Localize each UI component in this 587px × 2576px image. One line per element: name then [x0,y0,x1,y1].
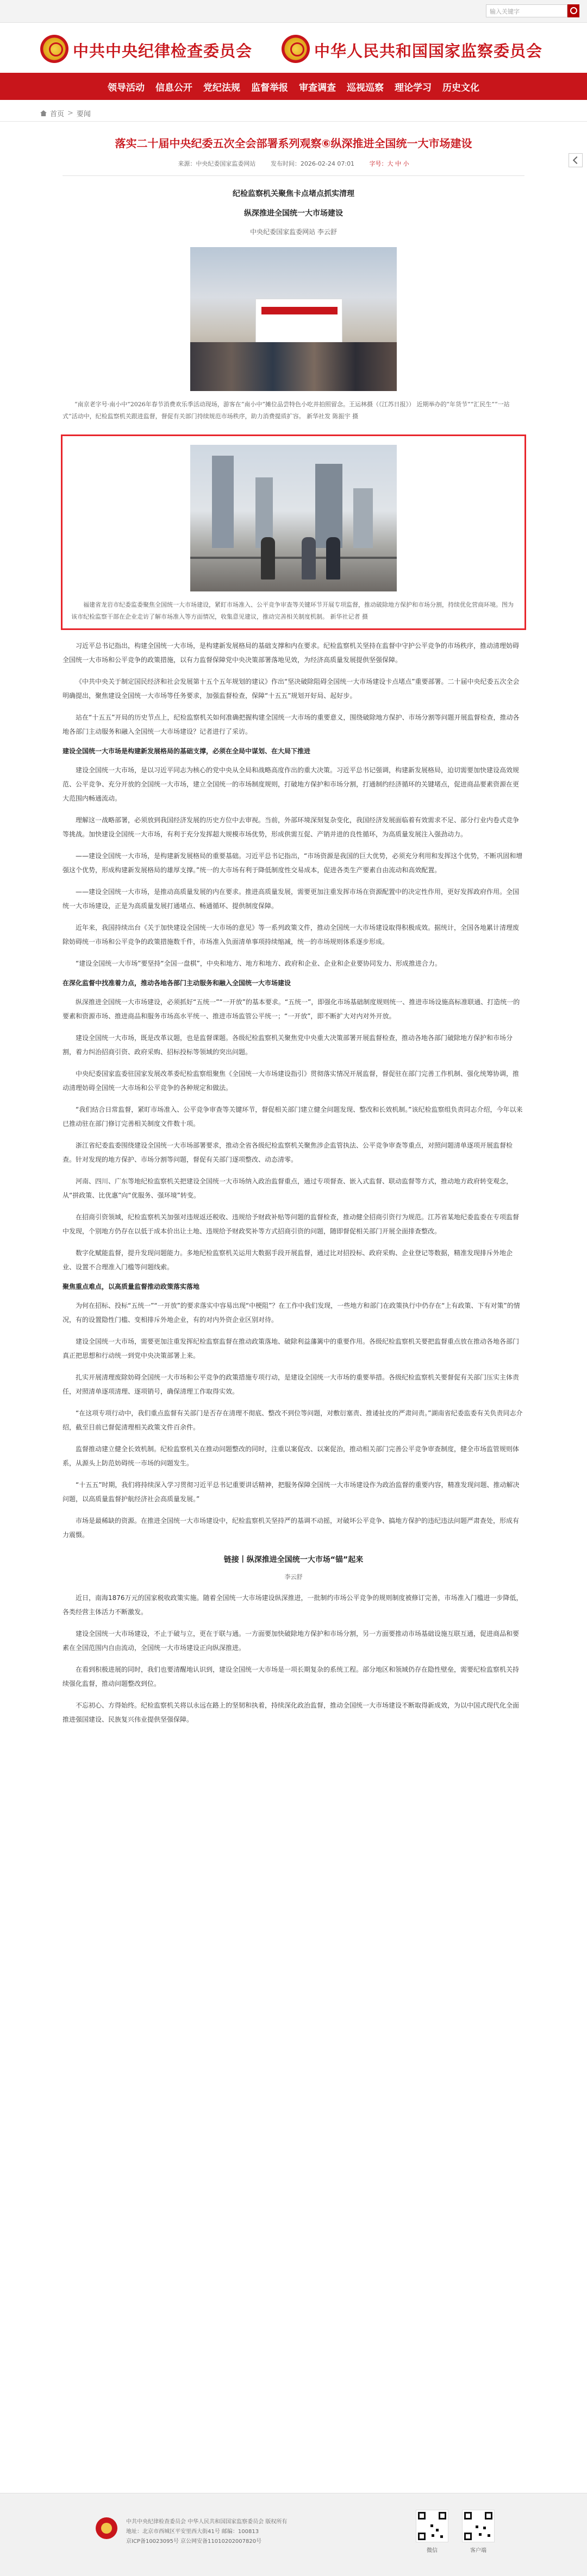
footer-text [126,2517,287,2547]
font-size-control[interactable]: 字号：大 中 小 [369,160,409,167]
photo-railing [190,557,397,559]
top-bar [0,0,587,23]
paragraph: 监督推动建立健全长效机制。纪检监察机关在推动问题整改的同时，注重以案促改、以案促治，推动相关部门完善公平竞争审查制度，健全市场监管规则体系，从源头上防范妨碍统一市场的问题发生。 [63,1445,520,1467]
article-photo-inspection[interactable] [190,445,397,591]
breadcrumb [0,100,587,122]
photo-person [326,537,340,580]
qr-finder [418,2533,426,2540]
party-badge-icon [96,2517,117,2539]
paragraph: 近年来，我国持续出台《关于加快建设全国统一大市场的意见》等一系列政策文件，推动全国统一大市场建设取得积极成效。据统计，全国各地累计清理废除妨碍统一市场和公平竞争的政策措施数千件，市场准入负面清单事项持续缩减，统一的市场规则体系逐步形成。 [63,924,520,946]
article-byline: 中央纪委国家监委网站 李云舒 [250,228,337,236]
nav-item-disclosure[interactable]: 信息公开 [155,82,192,93]
paragraph: ——建设全国统一大市场，是推动高质量发展的内在要求。推进高质量发展，需要更加注重发挥市场在资源配置中的决定性作用，更好发挥政府作用。全国统一大市场建设，正是为高质量发展打通堵点、畅通循环、提供制度保障。 [63,888,520,910]
qr-finder [439,2512,446,2520]
paragraph: 不忘初心、方得始终。纪检监察机关将以永远在路上的坚韧和执着，持续深化政治监督，推动全国统一大市场建设不断取得新成效，为以中国式现代化全面推进强国建设、民族复兴伟业提供坚强保障。 [63,1702,520,1723]
paragraph: 近日，南海1876万元的国家税收政策实施。随着全国统一大市场建设纵深推进，一批制约市场公平竞争的规则制度被修订完善，市场准入门槛进一步降低，各类经营主体活力不断激发。 [63,1594,523,1616]
paragraph: 数字化赋能监督，提升发现问题能力。多地纪检监察机关运用大数据手段开展监督，通过比对招投标、政府采购、企业登记等数据，精准发现排斥外地企业、设置不合理准入门槛等问题线索。 [63,1249,513,1271]
nav-item-history[interactable]: 历史文化 [442,82,479,93]
site-header [0,23,587,73]
paragraph: 浙江省纪委监委围绕建设全国统一大市场部署要求，推动全省各级纪检监察机关聚焦涉企监管执法、公平竞争审查等重点，对照问题清单逐项开展监督检查。针对发现的地方保护、市场分割等问题，督促有关部门逐项整改、动态清零。 [63,1142,513,1163]
main-nav [0,73,587,100]
article-subtitle: 纵深推进全国统一大市场建设 [244,209,343,218]
article-meta [63,159,524,168]
article-date: 发布时间：2026-02-24 07:01 [270,160,355,167]
qr-module [479,2533,482,2536]
site-title-ccdi[interactable]: 中共中央纪律检查委员会 [73,42,253,60]
footer-copyright: 中共中央纪律检查委员会 中华人民共和国国家监察委员会 版权所有 [126,2519,288,2525]
related-heading: 链接丨纵深推进全国统一大市场“锚”起来 [223,1555,364,1564]
party-emblem-icon [40,35,68,63]
qr-finder [418,2512,426,2520]
paragraph: 市场是最稀缺的资源。在推进全国统一大市场建设中，纪检监察机关坚持严的基调不动摇，对破坏公平竞争、搞地方保护的违纪违法问题严肃查处，形成有力震慑。 [63,1517,520,1539]
paragraph: 扎实开展清理废除妨碍全国统一大市场和公平竞争的政策措施专项行动，是建设全国统一大市场的重要举措。各级纪检监察机关要督促有关部门压实主体责任，对照清单逐项清理、逐项销号，确保清理工作取得实效。 [63,1374,520,1395]
article-source: 来源：中央纪委国家监委网站 [178,160,256,167]
paragraph: “我们结合日常监督，紧盯市场准入、公平竞争审查等关键环节，督促相关部门建立健全问题发现、整改和长效机制。”该纪检监察组负责同志介绍，今年以来已推动驻在部门修订完善相关制度文件数十项。 [63,1106,523,1128]
footer-icp[interactable]: 京ICP备10023095号 京公网安备11010202007820号 [126,2539,262,2544]
nav-item-report[interactable]: 监督举报 [251,82,288,93]
site-title-nsc[interactable]: 中华人民共和国国家监察委员会 [314,42,543,60]
national-emblem-icon [282,35,310,63]
article-kicker: 纪检监察机关聚焦卡点堵点抓实清理 [233,190,354,198]
chevron-left-icon [572,156,580,164]
divider [63,175,524,176]
paragraph: “在这项专项行动中，我们重点监督有关部门是否存在清理不彻底、整改不到位等问题，对敷衍塞责、推诿扯皮的严肃问责。”湖南省纪委监委有关负责同志介绍，截至目前已督促清理相关政策文件百余件。 [63,1409,523,1431]
home-icon[interactable] [40,110,47,116]
qr-finder [464,2533,472,2540]
nav-item-regulations[interactable]: 党纪法规 [203,82,240,93]
section-heading: 建设全国统一大市场是构建新发展格局的基础支撑，必须在全局中谋划、在大局下推进 [63,747,311,755]
paragraph: “十五五”时期，我们将持续深入学习贯彻习近平总书记重要讲话精神，把服务保障全国统一大市场建设作为政治监督的重要内容，精准发现问题、推动解决问题，以高质量监督护航经济社会高质量发展。” [63,1481,520,1503]
app-qr-code [462,2510,495,2542]
nav-item-study[interactable]: 理论学习 [395,82,432,93]
article-body [63,639,524,1727]
article [63,122,524,1727]
paragraph: 建设全国统一大市场，既是改革议题，也是监督课题。各级纪检监察机关聚焦党中央重大决策部署开展监督检查，推动各地各部门破除地方保护和市场分割，着力纠治招商引资、政府采购、招标投标等领域的突出问题。 [63,1034,513,1056]
paragraph: ——建设全国统一大市场，是构建新发展格局的重要基础。习近平总书记指出，“市场资源是我国的巨大优势，必须充分利用和发挥这个优势，不断巩固和增强这个优势，形成构建新发展格局的雄厚支撑。”统一的大市场有利于降低制度性交易成本，促进各类生产要素自由流动和高效配置。 [63,852,523,874]
wechat-qr-code [416,2510,448,2542]
search-icon[interactable] [567,4,579,17]
qr-label-app: 客户端 [470,2548,486,2554]
breadcrumb-home[interactable]: 首页 [50,110,65,118]
qr-finder [464,2512,472,2520]
qr-module [430,2524,433,2527]
photo-stall [255,299,342,345]
paragraph: 在看到积极进展的同时，我们也要清醒地认识到，建设全国统一大市场是一项长期复杂的系统工程。部分地区和领域仍存在隐性壁垒，需要纪检监察机关持续强化监督，推动问题整改到位。 [63,1666,520,1687]
qr-module [436,2529,439,2531]
photo-crowd [190,342,397,391]
photo-person [302,537,316,580]
paragraph: 《中共中央关于制定国民经济和社会发展第十五个五年规划的建议》作出“坚决破除阻碍全国统一大市场建设卡点堵点”重要部署。二十届中央纪委五次全会明确提出，聚焦建设全国统一大市场等任务要求，加强监督检查，保障“十五五”规划开好局、起好步。 [63,678,520,700]
paragraph: 站在“十五五”开局的历史节点上，纪检监察机关如何准确把握构建全国统一大市场的重要意义，围绕破除地方保护、市场分割等问题开展监督检查，推动各地各部门主动服务和融入全国统一大市场建设？记者进行了采访。 [63,714,520,735]
paragraph: 在招商引资领域，纪检监察机关加强对违规返还税收、违规给予财政补贴等问题的监督检查，推动健全招商引资行为规范。江苏省某地纪委监委在专项监督中发现，个别地方仍存在以低于成本价出让土地、违规给予财政奖补等方式招商引资的问题，随即督促相关部门开展全面排查整改。 [63,1213,520,1235]
nav-item-inspection[interactable]: 巡视巡察 [347,82,384,93]
photo-person [261,537,275,580]
photo-building [212,456,234,548]
qr-module [432,2534,434,2537]
footer-address: 地址：北京市西城区平安里西大街41号 邮编：100813 [126,2529,259,2535]
photo-building [315,464,342,548]
qr-module [440,2535,443,2538]
article-title: 落实二十届中央纪委五次全会部署系列观察⑥纵深推进全国统一大市场建设 [115,137,472,150]
back-to-top-button[interactable] [569,153,583,167]
qr-label-wechat: 微信 [427,2548,438,2554]
section-heading: 在深化监督中找准着力点，推动各地各部门主动服务和融入全国统一大市场建设 [63,979,291,987]
paragraph: 理解这一战略部署，必须放到我国经济发展的历史方位中去审视。当前，外部环境深刻复杂变化，我国经济发展面临着有效需求不足、部分行业内卷式竞争等挑战。加快建设全国统一大市场，有利于充分发挥超大规模市场优势，形成供需互促、产销并进的良性循环，为高质量发展注入强劲动力。 [63,816,520,838]
site-footer [0,2493,587,2576]
paragraph: “建设全国统一大市场”要坚持“全国一盘棋”，中央和地方、地方和地方、政府和企业、企业和企业要协同发力、形成推进合力。 [76,960,441,967]
paragraph: 习近平总书记指出，构建全国统一大市场，是构建新发展格局的基础支撑和内在要求。纪检监察机关坚持在监督中守护公平竞争的市场秩序，推动清理妨碍全国统一大市场和公平竞争的政策措施，以有力监督保障党中央决策部署落地见效，为经济高质量发展提供坚强保障。 [63,642,520,664]
nav-item-leadership[interactable]: 领导活动 [108,82,145,93]
paragraph: 河南、四川、广东等地纪检监察机关把建设全国统一大市场纳入政治监督重点，通过专项督查、嵌入式监督、联动监督等方式，推动地方政府转变观念，从“拼政策、比优惠”向“优服务、强环境”转变。 [63,1177,513,1199]
breadcrumb-current[interactable]: 要闻 [76,110,91,118]
related-byline: 李云舒 [284,1573,303,1580]
qr-module [483,2527,486,2529]
photo-caption: “南京老字号·南小中”2026年春节消费欢乐季活动现场，游客在“南小中”摊位品尝特色小吃并拍照留念。王运林摄（《江苏日报》） 近期举办的“年货节”“汇民生”“一站式”活动中，纪检监察机关跟进监督，督促有关部门持续规范市场秩序，助力消费提质扩容。 新华社发 陈振宇 摄 [63,401,510,420]
paragraph: 建设全国统一大市场，需要更加注重发挥纪检监察监督在推动政策落地、破除利益藩篱中的重要作用。各级纪检监察机关要把监督重点放在推动各地各部门真正把思想和行动统一到党中央决策部署上来。 [63,1338,520,1359]
nav-item-investigation[interactable]: 审查调查 [299,82,336,93]
qr-module [488,2534,490,2537]
paragraph: 为何在招标、投标“五统一”“一开放”的要求落实中容易出现“中梗阻”？在工作中我们发现，一些地方和部门在政策执行中仍存在“上有政策、下有对策”的情况，有的设置隐性门槛、变相排斥外地企业，有的对内外资企业区别对待。 [63,1302,520,1324]
article-photo-market[interactable] [190,247,397,391]
search-input[interactable]: 输入关键字 [486,4,567,17]
breadcrumb-separator: > [67,109,73,117]
paragraph: 纵深推进全国统一大市场建设，必须抓好“五统一”“一开放”的基本要求。“五统一”，即强化市场基础制度规则统一、推进市场设施高标准联通、打造统一的要素和资源市场、推进商品和服务市场高水平统一、推进市场监管公平统一；“一开放”，即不断扩大对内对外开放。 [63,998,520,1020]
paragraph: 中央纪委国家监委驻国家发展改革委纪检监察组聚焦《全国统一大市场建设指引》贯彻落实情况开展监督，督促驻在部门完善工作机制、强化统筹协调，推动清理妨碍全国统一大市场和公平竞争的各种规定和做法。 [63,1070,520,1092]
paragraph: 建设全国统一大市场，是以习近平同志为核心的党中央从全局和战略高度作出的重大决策。习近平总书记强调，构建新发展格局，迫切需要加快建设高效规范、公平竞争、充分开放的全国统一大市场，建立全国统一的市场制度规则，打破地方保护和市场分割，打通制约经济循环的关键堵点，促进商品要素资源在更大范围内畅通流动。 [63,766,520,802]
qr-module [476,2525,478,2528]
paragraph: 建设全国统一大市场建设，不止于破与立，更在于联与通。一方面要加快破除地方保护和市场分割，另一方面要推动市场基础设施互联互通，促进商品和要素在全国范围内自由流动，全国统一大市场建设正向纵深推进。 [63,1630,520,1652]
photo-building [353,488,373,548]
section-heading: 聚焦重点难点，以高质量监督推动政策落实落地 [63,1283,200,1290]
qr-finder [485,2512,492,2520]
photo-caption: 福建省龙岩市纪委监委聚焦全国统一大市场建设，紧盯市场准入、公平竞争审查等关键环节开展专项监督，推动破除地方保护和市场分割，持续优化营商环境。图为该市纪检监察干部在企业走访了解市场准入等方面情况，收集意见建议，推动完善相关制度机制。 新华社记者 摄 [71,601,514,620]
highlighted-photo-block [61,434,526,630]
